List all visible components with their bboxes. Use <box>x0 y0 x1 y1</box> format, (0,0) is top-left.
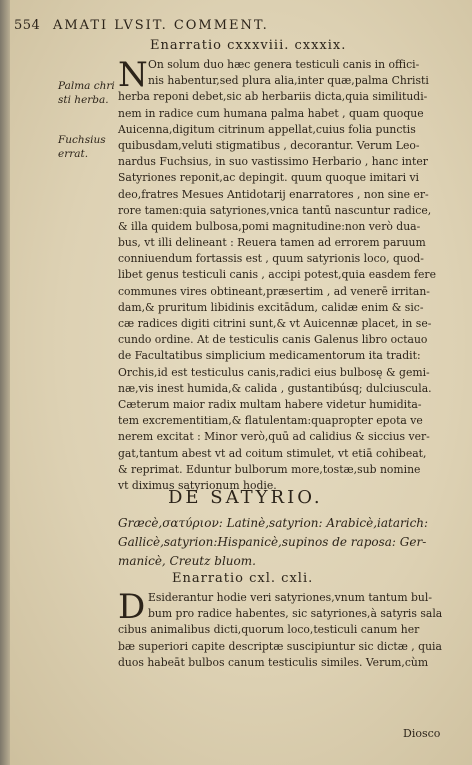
text-line: nis habentur,sed plura alia,inter quæ,palma Christi <box>148 74 429 88</box>
page-gutter <box>0 0 10 765</box>
names-line: manicè, Creutz bluom. <box>118 554 256 568</box>
section-heading-2: Enarratio cxl. cxli. <box>172 571 314 586</box>
names-line: Græcè,σατύριον: Latinè,satyrion: Arabicè,iatarich: <box>118 516 429 530</box>
body-text-1 <box>118 57 458 494</box>
text-line: nerem excitat : Minor verò,quū ad calidius & siccius ver- <box>118 430 430 444</box>
text-line: communes vires obtineant,præsertim , ad venerē irritan- <box>118 284 430 298</box>
text-line: Cæterum maior radix multam habere videtur humidita- <box>118 397 422 411</box>
drop-cap-d: D <box>118 587 146 627</box>
running-title: AMATI LVSIT. COMMENT. <box>52 18 269 33</box>
text-line: gat,tantum abest vt ad coitum stimulet, vt etiā cohibeat, <box>118 446 427 460</box>
text-line: rore tamen:quia satyriones,vnica tantū nascuntur radice, <box>118 203 432 217</box>
margin-note-palma <box>58 79 115 107</box>
text-line: næ,vis inest humida,& calida , gustantibúsq; dulciuscula. <box>118 381 432 395</box>
text-line: bum pro radice habentes, sic satyriones,à satyris sala <box>148 607 443 621</box>
text-line: libet genus testiculi canis , accipi potest,quia easdem fere <box>118 268 436 282</box>
text-line: dam,& pruritum libidinis excitādum, calidæ enim & sic- <box>118 300 424 314</box>
margin-note-line: errat. <box>58 148 89 160</box>
text-line: Orchis,id est testiculus canis,radici eius bulbosę & gemi- <box>118 365 430 379</box>
text-line: nardus Fuchsius, in suo vastissimo Herbario , hanc inter <box>118 155 428 169</box>
text-line: Esiderantur hodie veri satyriones,vnum tantum bul- <box>148 591 432 604</box>
names-line: Gallicè,satyrion:Hispanicè,supinos de raposa: Ger- <box>118 535 427 549</box>
text-line: bæ superiori capite descriptæ suscipiuntur sic dictæ , quia <box>118 639 442 653</box>
drop-cap-n: N <box>118 55 148 95</box>
text-line: duos habeāt bulbos canum testiculis similes. Verum,cùm <box>118 655 429 669</box>
catchword: Diosco <box>403 727 441 740</box>
text-line: herba reponi debet,sic ab herbariis dicta,quia similitudi- <box>118 90 428 104</box>
text-line: Satyriones reponit,ac depingit. quum quoque imitari vi <box>118 171 420 185</box>
text-line: cibus animalibus dicti,quorum loco,testiculi canum her <box>118 623 420 637</box>
text-line: On solum duo hæc genera testiculi canis in offici- <box>148 58 420 71</box>
page-number: 554 <box>14 18 41 33</box>
text-line: quibusdam,veluti stigmatibus , decorantur. Verum Leo- <box>118 138 420 152</box>
text-line: de Facultatibus simplicium medicamentorum ita tradit: <box>118 349 421 363</box>
text-line: conniuendum fortassis est , quum satyrionis loco, quod- <box>118 252 424 266</box>
running-header <box>14 18 269 33</box>
text-line: deo,fratres Mesues Antidotarij enarratores , non sine er- <box>118 187 429 201</box>
text-line: vt diximus satyrionum hodie. <box>118 478 277 492</box>
text-line: Auicenna,digitum citrinum appellat,cuius folia punctis <box>118 122 416 136</box>
section-heading-1: Enarratio cxxxviii. cxxxix. <box>150 38 347 53</box>
text-line: bus, vt illi delineant : Reuera tamen ad errorem paruum <box>118 236 426 250</box>
text-line: & illa quidem bulbosa,pomi magnitudine:non verò dua- <box>118 219 421 233</box>
text-line: nem in radice cum humana palma habet , quam quoque <box>118 106 424 120</box>
text-line: cundo ordine. At de testiculis canis Galenus libro octauo <box>118 333 428 347</box>
text-line: & reprimat. Eduntur bulborum more,tostæ,sub nomine <box>118 462 421 476</box>
text-line: tem excrementitiam,& flatulentam:quapropter epota ve <box>118 414 423 428</box>
text-line: cæ radices digiti citrini sunt,& vt Auicennæ placet, in se- <box>118 317 432 330</box>
margin-note-line: sti herba. <box>58 94 109 106</box>
section-title-de-satyrio: DE SATYRIO. <box>168 487 323 508</box>
margin-note-line: Fuchsius <box>58 134 106 146</box>
margin-note-fuchsius <box>58 133 106 161</box>
body-text-2 <box>118 587 458 671</box>
margin-note-line: Palma chri <box>58 80 115 92</box>
plant-names <box>118 514 428 571</box>
